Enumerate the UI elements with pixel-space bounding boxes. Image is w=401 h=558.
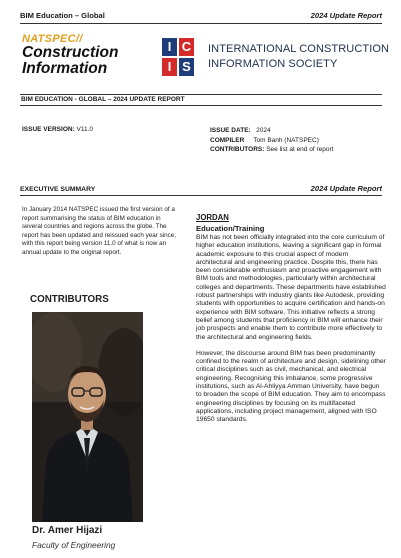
executive-summary-label: EXECUTIVE SUMMARY — [20, 186, 96, 193]
issue-date-label: ISSUE DATE: — [210, 127, 251, 134]
running-header — [20, 8, 382, 24]
header-right: 2024 Update Report — [310, 11, 382, 20]
contributors-heading: CONTRIBUTORS — [30, 294, 109, 305]
icis-name-line1: INTERNATIONAL CONSTRUCTION — [208, 43, 390, 55]
compiler-row — [210, 136, 333, 146]
executive-summary-right: 2024 Update Report — [310, 184, 382, 193]
contributors-label: CONTRIBUTORS: — [210, 146, 265, 153]
executive-summary-bar — [20, 184, 382, 196]
icis-letter-c: C — [179, 38, 194, 56]
education-training-heading: Education/Training — [196, 224, 265, 233]
compiler-label: COMPILER — [210, 136, 245, 144]
natspec-logo — [22, 33, 152, 83]
issue-date-value: 2024 — [256, 127, 271, 134]
jordan-heading: JORDAN — [196, 213, 229, 222]
issue-version — [22, 126, 93, 133]
icis-letter-i2: I — [162, 58, 177, 76]
icis-letter-i1: I — [162, 38, 177, 56]
issue-version-label: ISSUE VERSION: — [22, 126, 75, 133]
jordan-section — [196, 213, 386, 425]
icis-logo-grid — [162, 38, 196, 78]
intro-paragraph: In January 2014 NATSPEC issued the first version of a report summarising the status of BIM education in several countries and regions across the globe. The report has been updated and reissued each year since, with this report being version 11.0 of what is now an annual update to the original report. — [22, 206, 177, 256]
issue-date-row — [210, 126, 333, 136]
header-left: BIM Education – Global — [20, 11, 105, 20]
contributors-value: See list at end of report — [266, 146, 334, 153]
contributor-photo — [32, 312, 143, 522]
jordan-paragraph-2: However, the discourse around BIM has been predominantly confined to the realm of architecture and design, sidelining other critical disciplines such as civil, mechanical, and electrical engineering. Recognising this imbalance, some progressive institutions, such as Al-Ahliyya Amman University, have begun to broaden the scope of BIM education. They aim to encompass engineering disciplines by focusing on its multifaceted applications, including project management, aligned with ISO 19650 standards. — [196, 349, 386, 424]
issue-version-value: V11.0 — [76, 126, 94, 133]
natspec-logo-line2: Information — [22, 60, 108, 77]
icis-name — [208, 42, 401, 72]
issue-meta — [210, 126, 333, 155]
natspec-logo-mark: NATSPEC// — [22, 33, 83, 45]
icis-name-line2: INFORMATION SOCIETY — [208, 58, 338, 70]
report-title-bar: BIM EDUCATION - GLOBAL – 2024 UPDATE REPORT — [20, 94, 382, 106]
compiler-value: Tom Banh (NATSPEC) — [253, 136, 319, 144]
contributor-name: Dr. Amer Hijazi — [32, 525, 103, 536]
jordan-paragraph-1: BIM has not been officially integrated into the core curriculum of higher education institutions, leaving a significant gap in formal academic exposure to this crucial aspect of modern architectural and engineering practice. Despite this, there has been considerable enthusiasm and proactive engagement with BIM tools and methodologies, particularly within architectural colleges and departments. These departments have established robust partnerships with industry giants like Autodesk, providing students with opportunities to acquire certification and hands-on experience with BIM software. This initiative reflects a strong belief among students that proficiency in BIM will enhance their job prospects and enable them to contribute more effectively to the architectural and engineering fields. — [196, 234, 386, 341]
portrait-illustration — [32, 312, 143, 522]
natspec-logo-line1: Construction — [22, 44, 119, 61]
contributor-role: Faculty of Engineering — [32, 540, 116, 550]
icis-letter-s: S — [179, 58, 194, 76]
contributors-row — [210, 145, 333, 155]
